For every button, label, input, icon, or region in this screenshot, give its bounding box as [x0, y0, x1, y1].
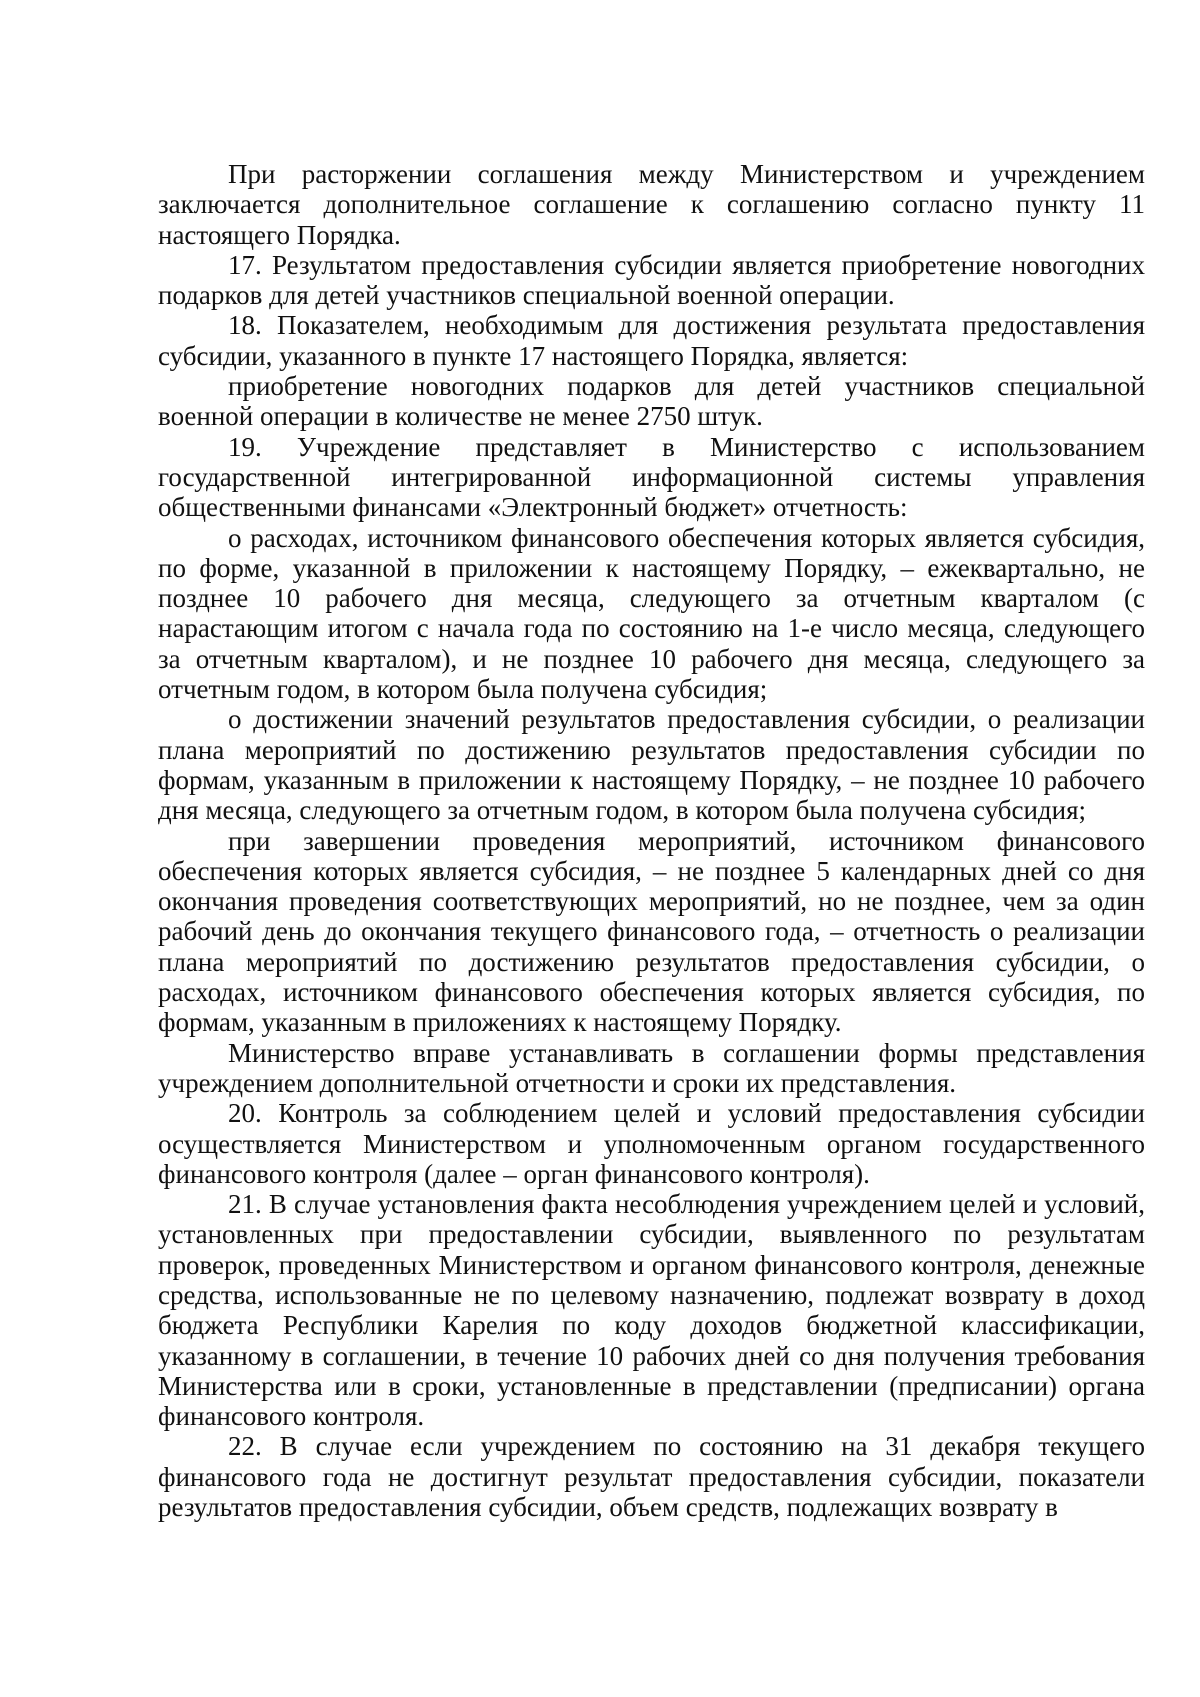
paragraph-termination-agreement: При расторжении соглашения между Министерством и учреждением заключается дополнительное соглашение к соглашению согласно пункту 11 настоящего Порядка. [158, 159, 1145, 250]
paragraph-18-indicator: 18. Показателем, необходимым для достижения результата предоставления субсидии, указанного в пункте 17 настоящего Порядка, является: [158, 310, 1145, 371]
paragraph-22-not-achieved: 22. В случае если учреждением по состоянию на 31 декабря текущего финансового года не достигнут результат предоставления субсидии, показатели результатов предоставления субсидии, объем средств, подлежащих возврату в [158, 1431, 1145, 1523]
paragraph-report-expenses: о расходах, источником финансового обеспечения которых является субсидия, по форме, указанной в приложении к настоящему Порядку, – ежеквартально, не позднее 10 рабочего дня месяца, следующего за отчетным кварталом (с нарастающим итогом с начала года по состоянию на 1-е число месяца, следующего за отчетным кварталом), и не позднее 10 рабочего дня месяца, следующего за отчетным годом, в котором была получена субсидия; [158, 522, 1145, 705]
paragraph-additional-reporting: Министерство вправе устанавливать в соглашении формы представления учреждением дополнительной отчетности и сроки их представления. [158, 1037, 1145, 1098]
paragraph-20-control: 20. Контроль за соблюдением целей и условий предоставления субсидии осуществляется Министерством и уполномоченным органом государственного финансового контроля (далее – орган финансового контроля). [158, 1098, 1145, 1189]
paragraph-19-reporting: 19. Учреждение представляет в Министерство с использованием государственной интегрированной информационной системы управления общественными финансами «Электронный бюджет» отчетность: [158, 431, 1145, 523]
paragraph-17-result: 17. Результатом предоставления субсидии является приобретение новогодних подарков для детей участников специальной военной операции. [158, 249, 1145, 311]
paragraph-indicator-gifts: приобретение новогодних подарков для детей участников специальной военной операции в количестве не менее 2750 штук. [158, 371, 1145, 432]
document-body [158, 159, 1145, 1522]
paragraph-21-refund: 21. В случае установления факта несоблюдения учреждением целей и условий, установленных при предоставлении субсидии, выявленного по результатам проверок, проведенных Министерством и органом финансового контроля, денежные средства, использованные не по целевому назначению, подлежат возврату в доход бюджета Республики Карелия по коду доходов бюджетной классификации, указанному в соглашении, в течение 10 рабочих дней со дня получения требования Министерства или в сроки, установленные в представлении (предписании) органа финансового контроля. [158, 1189, 1145, 1432]
paragraph-report-results: о достижении значений результатов предоставления субсидии, о реализации плана мероприятий по достижению результатов предоставления субсидии по формам, указанным в приложении к настоящему Порядку, – не позднее 10 рабочего дня месяца, следующего за отчетным годом, в котором была получена субсидия; [158, 704, 1145, 826]
paragraph-report-completion: при завершении проведения мероприятий, источником финансового обеспечения которых является субсидия, – не позднее 5 календарных дней со дня окончания проведения соответствующих мероприятий, но не позднее, чем за один рабочий день до окончания текущего финансового года, – отчетность о реализации плана мероприятий по достижению результатов предоставления субсидии, о расходах, источником финансового обеспечения которых является субсидия, по формам, указанным в приложениях к настоящему Порядку. [158, 825, 1145, 1038]
